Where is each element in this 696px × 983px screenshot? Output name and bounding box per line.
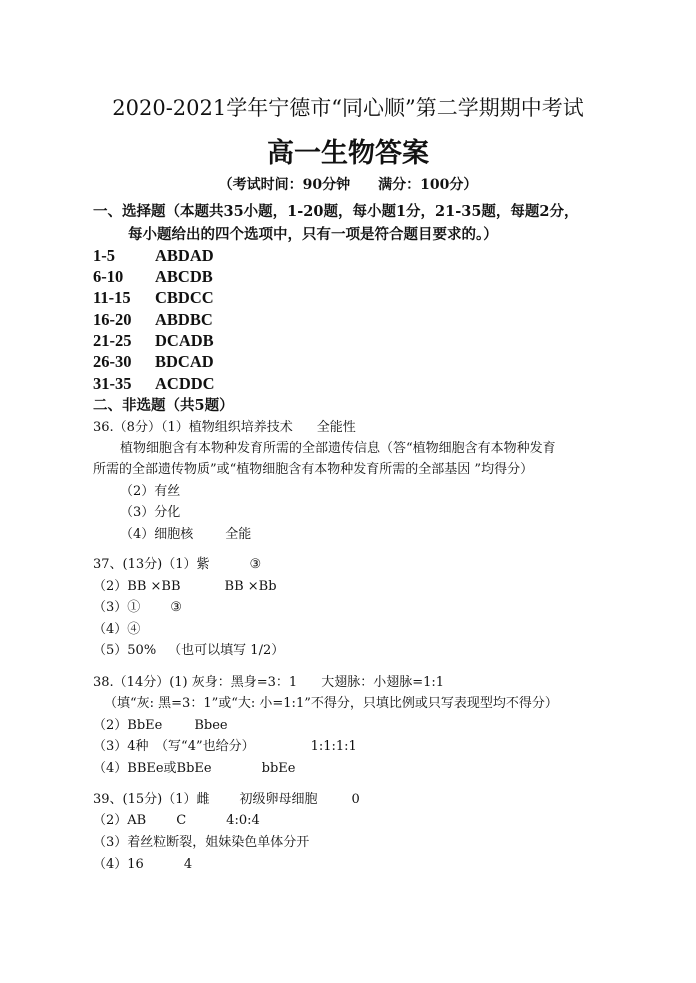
- answer-value: BDCAD: [155, 352, 214, 371]
- answer-row: [93, 269, 213, 286]
- q37-line4: （4）④: [93, 622, 141, 637]
- q37-part5-b: （也可以填写 1/2）: [168, 643, 285, 658]
- section1-instruction: 每小题给出的四个选项中，只有一项是符合题目要求的。）: [128, 226, 498, 243]
- q37-part3-b: ③: [170, 600, 182, 615]
- answer-range: 16-20: [93, 310, 132, 329]
- answer-value: ABDAD: [155, 246, 214, 265]
- q39-part2-b: C: [176, 813, 187, 828]
- answer-range: 11-15: [93, 288, 131, 307]
- answer-range: 1-5: [93, 246, 115, 265]
- answer-value: ABCDB: [155, 267, 213, 286]
- q39-line1: [93, 793, 360, 806]
- q38-part3-a: （3）4种 （写“4”也给分）: [93, 739, 255, 754]
- answer-row: [93, 333, 214, 350]
- q37-part1-a: 37、(13分)（1）紫: [93, 557, 210, 572]
- q36-part4-a: （4）细胞核: [120, 527, 194, 542]
- q36-part4: [120, 528, 251, 541]
- q39-part4-a: （4）16: [93, 857, 144, 872]
- answer-range: 31-35: [93, 374, 132, 393]
- q38-part2-a: （2）BbEe: [93, 718, 163, 733]
- q39-line2: [93, 814, 260, 827]
- q39-line3: （3）着丝粒断裂，姐妹染色单体分开: [93, 835, 310, 850]
- subject-title: 高一生物答案: [267, 138, 429, 169]
- q37-part3-a: （3）①: [93, 600, 141, 615]
- answer-range: 26-30: [93, 352, 132, 371]
- answer-range: 21-25: [93, 331, 132, 350]
- q37-line2: [93, 580, 277, 593]
- q37-part5-a: （5）50%: [93, 643, 157, 658]
- q36-part1-answer: 全能性: [316, 420, 356, 435]
- answer-row: [93, 312, 213, 329]
- answer-row: [93, 354, 214, 371]
- q37-part2-b: BB ×Bb: [224, 579, 277, 594]
- q38-line3: [93, 740, 357, 753]
- answer-value: ABDBC: [155, 310, 213, 329]
- q38-part1-b: 大翅脉：小翅脉=1:1: [321, 675, 445, 690]
- q38-part3-b: 1:1:1:1: [310, 739, 357, 754]
- q38-part2-b: Bbee: [194, 718, 228, 733]
- q37-part2-a: （2）BB ×BB: [93, 579, 181, 594]
- answer-row: [93, 290, 214, 307]
- section1-heading: 一、选择题（本题共35小题，1-20题，每小题1分，21-35题，每题2分，: [93, 203, 579, 220]
- q38-note: （填“灰: 黑=3：1”或“大: 小=1:1”不得分，只填比例或只写表现型均不得分）: [104, 696, 558, 711]
- answer-value: ACDDC: [155, 374, 215, 393]
- q38-part4-a: （4）BBEe或BbEe: [93, 761, 212, 776]
- q36-line1: [93, 421, 356, 434]
- document-title: 2020-2021学年宁德市“同心顺”第二学期期中考试: [112, 96, 584, 120]
- q36-part2: （2）有丝: [120, 484, 181, 499]
- q36-part1: 36.（8分）（1）植物组织培养技术: [93, 420, 293, 435]
- q37-line3: [93, 601, 182, 614]
- q39-part2-a: （2）AB: [93, 813, 147, 828]
- q38-line4: [93, 762, 295, 775]
- q36-part4-b: 全能: [225, 527, 252, 542]
- answer-value: DCADB: [155, 331, 214, 350]
- answer-value: CBDCC: [155, 288, 214, 307]
- q38-part1-a: 38.（14分）(1) 灰身：黑身=3：1: [93, 675, 298, 690]
- q39-part2-c: 4:0:4: [226, 813, 260, 828]
- q38-line1: [93, 676, 444, 689]
- q37-part1-b: ③: [249, 557, 262, 572]
- q36-part3: （3）分化: [120, 505, 181, 520]
- q38-line2: [93, 719, 228, 732]
- q37-line5: [93, 644, 284, 657]
- q39-part4-b: 4: [183, 857, 193, 872]
- answer-row: [93, 248, 214, 265]
- q38-part4-b: bbEe: [261, 761, 296, 776]
- q39-part1-b: 初级卵母细胞: [239, 792, 318, 807]
- answer-row: [93, 376, 215, 393]
- q39-part1-a: 39、(15分)（1）雌: [93, 792, 210, 807]
- q39-line4: [93, 858, 192, 871]
- section2-heading: 二、非选题（共5题）: [93, 397, 234, 414]
- q36-line3: 所需的全部遗传物质”或“植物细胞含有本物种发育所需的全部基因 ”均得分）: [93, 462, 534, 477]
- answer-range: 6-10: [93, 267, 124, 286]
- exam-info: （考试时间：90分钟 满分：100分）: [218, 177, 478, 193]
- q36-line2: 植物细胞含有本物种发育所需的全部遗传信息（答“植物细胞含有本物种发育: [120, 441, 556, 456]
- q39-part1-c: 0: [351, 792, 360, 807]
- q37-line1: [93, 558, 261, 571]
